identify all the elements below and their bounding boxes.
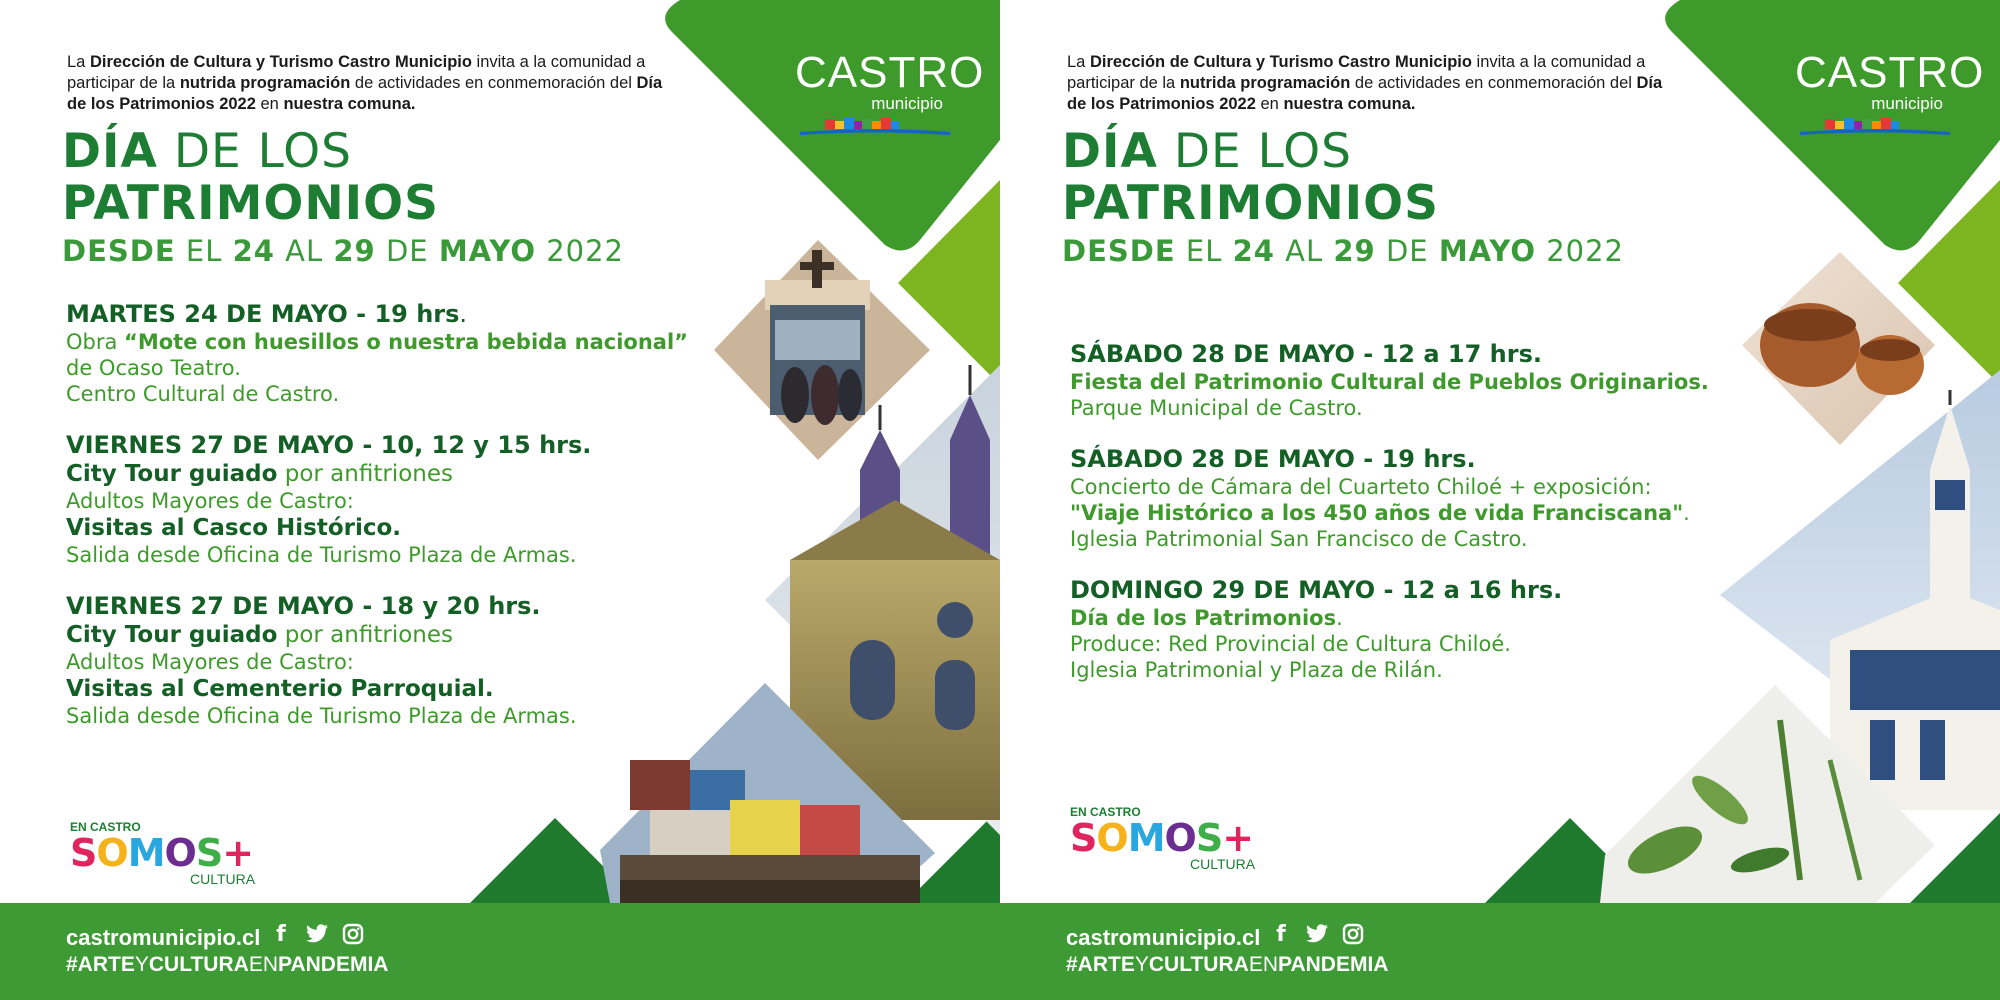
somos-word: SOMOS+ [1070,816,1254,860]
event-venue: Iglesia Patrimonial San Francisco de Castro. [1070,527,1528,551]
somos-suffix: CULTURA [1190,856,1256,872]
event-line: Produce: Red Provincial de Cultura Chiloé. [1070,632,1511,656]
intro-event: Día de los Patrimonios 2022 [1067,74,1663,113]
logo-sub: municipio [871,94,943,113]
footer [1000,903,2000,1000]
event-list [1070,340,1710,707]
somos-prefix: EN CASTRO [70,820,141,834]
event-title: Fiesta del Patrimonio Cultural de Pueblos Originarios. [1070,370,1709,394]
event-list [66,300,706,753]
title-word: DÍA [1062,124,1158,179]
social-icons [268,921,366,947]
event-item [66,300,706,407]
houses-icon [1795,116,1955,138]
title-word: DE LOS [157,124,352,179]
event-venue: Parque Municipal de Castro. [1070,396,1363,420]
event-item [1070,340,1710,421]
houses-icon [795,116,955,138]
facebook-icon[interactable]: f [276,921,286,947]
castro-logo [795,48,985,138]
page-title [62,126,624,270]
event-title: Visitas al Casco Histórico. [66,515,402,541]
title-line: PATRIMONIOS [1062,176,1439,231]
instagram-icon[interactable] [340,921,366,947]
event-item [66,431,706,568]
intro-part: en [255,95,284,113]
event-date: VIERNES 27 DE MAYO - 18 y 20 hrs. [66,592,541,620]
somos-suffix: CULTURA [190,871,256,887]
title-word: DE LOS [1157,124,1352,179]
social-icons [1268,921,1366,947]
event-line: Concierto de Cámara del Cuarteto Chiloé + exposición: [1070,475,1652,499]
intro-highlight: nutrida programación [1179,74,1351,92]
event-title: Visitas al Cementerio Parroquial. [66,676,494,702]
intro-part: La [67,53,90,71]
event-item [1070,576,1710,683]
intro-text [67,52,667,115]
logo-name: CASTRO [1795,48,1985,97]
event-date: DOMINGO 29 DE MAYO - 12 a 16 hrs. [1070,576,1563,604]
event-venue: Centro Cultural de Castro. [66,382,340,406]
event-title: "Viaje Histórico a los 450 años de vida Franciscana". [1070,501,1690,525]
poster-right [1000,0,2000,1000]
intro-part: La [1067,53,1090,71]
instagram-icon[interactable] [1340,921,1366,947]
intro-part: invita a la comunidad a participar de la [67,53,646,92]
castro-logo [1795,48,1985,138]
cemetery-photo [714,240,930,460]
date-range: DESDE EL 24 AL 29 DE MAYO 2022 [1062,234,1625,268]
logo-name: CASTRO [795,48,985,97]
twitter-icon[interactable] [1304,921,1330,947]
event-date: MARTES 24 DE MAYO - 19 hrs. [66,300,468,328]
event-line: de Ocaso Teatro. [66,356,241,380]
event-date: VIERNES 27 DE MAYO - 10, 12 y 15 hrs. [66,431,592,459]
intro-part: en [1255,95,1284,113]
twitter-icon[interactable] [304,921,330,947]
title-line: PATRIMONIOS [62,176,439,231]
facebook-icon[interactable]: f [1276,921,1286,947]
somos-prefix: EN CASTRO [1070,805,1141,819]
event-item [66,592,706,729]
logo-sub: municipio [1871,94,1943,113]
event-line: City Tour guiado por anfitriones [66,461,453,487]
intro-part: de actividades en conmemoración del [350,74,637,92]
event-item [1070,445,1710,552]
intro-end: nuestra comuna. [1283,95,1416,113]
event-venue: Salida desde Oficina de Turismo Plaza de Armas. [66,543,577,567]
intro-org: Dirección de Cultura y Turismo Castro Municipio [89,53,472,71]
intro-text [1067,52,1667,115]
page-title [1062,126,1624,270]
event-title: Día de los Patrimonios. [1070,606,1343,630]
event-date: SÁBADO 28 DE MAYO - 19 hrs. [1070,445,1476,473]
green-tile-bottom-right [1910,813,2000,903]
title-word: DÍA [62,124,158,179]
event-line: City Tour guiado por anfitriones [66,622,453,648]
somos-cultura-logo [1070,805,1270,871]
event-line: Obra “Mote con huesillos o nuestra bebida nacional” [66,330,688,354]
intro-org: Dirección de Cultura y Turismo Castro Municipio [1089,53,1472,71]
intro-event: Día de los Patrimonios 2022 [67,74,663,113]
event-date: SÁBADO 28 DE MAYO - 12 a 17 hrs. [1070,340,1542,368]
somos-word: SOMOS+ [70,831,254,875]
somos-cultura-logo [70,820,270,886]
website-link[interactable]: castromunicipio.cl [1066,925,1261,950]
date-range: DESDE EL 24 AL 29 DE MAYO 2022 [62,234,625,268]
website-link[interactable]: castromunicipio.cl [66,925,261,950]
intro-part: de actividades en conmemoración del [1350,74,1637,92]
hashtag: #ARTEYCULTURAENPANDEMIA [1066,953,1389,976]
event-line: Adultos Mayores de Castro: [66,650,354,674]
event-venue: Salida desde Oficina de Turismo Plaza de Armas. [66,704,577,728]
event-line: Adultos Mayores de Castro: [66,489,354,513]
event-venue: Iglesia Patrimonial y Plaza de Rilán. [1070,658,1443,682]
intro-part: invita a la comunidad a participar de la [1067,53,1646,92]
hashtag: #ARTEYCULTURAENPANDEMIA [66,953,389,976]
footer [0,903,1000,1000]
intro-highlight: nutrida programación [179,74,351,92]
intro-end: nuestra comuna. [283,95,416,113]
